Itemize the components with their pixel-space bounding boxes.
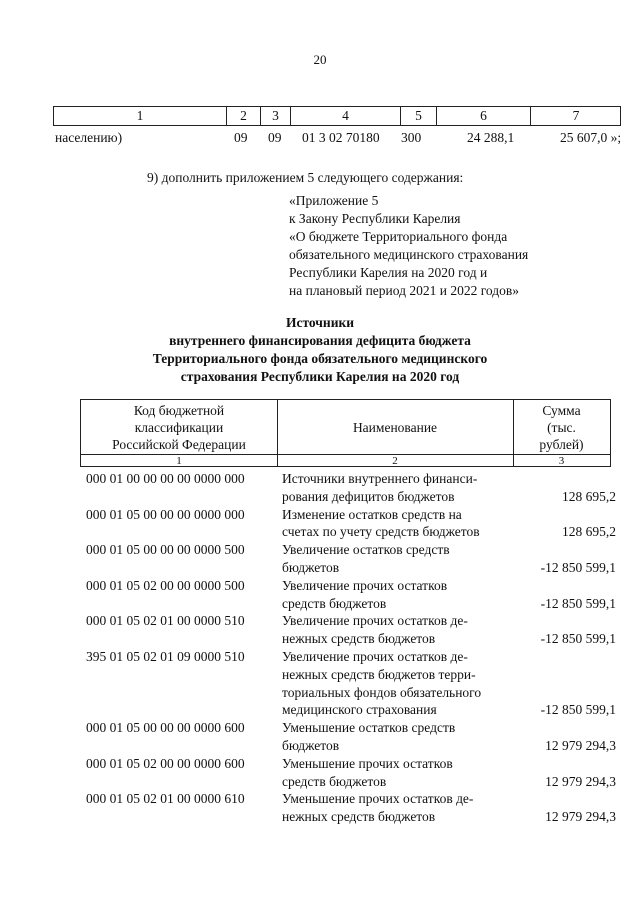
row-name-line: Источники внутреннего финанси- bbox=[282, 471, 478, 486]
row-name-line: Уменьшение прочих остатков де- bbox=[282, 791, 474, 807]
top-col-header: 2 bbox=[226, 107, 260, 125]
col-number: 1 bbox=[81, 454, 277, 467]
budget-code: 000 01 05 00 00 00 0000 600 bbox=[86, 720, 245, 736]
budget-code: 000 01 05 00 00 00 0000 000 bbox=[86, 506, 245, 522]
heading-line: Территориального фонда обязательного медицинского bbox=[152, 351, 488, 366]
row-name-line: нежных средств бюджетов bbox=[282, 631, 436, 647]
top-col-header: 3 bbox=[260, 107, 290, 125]
row-name-line: бюджетов bbox=[282, 559, 340, 575]
row-sum: 128 695,2 bbox=[562, 524, 616, 540]
col-header-sum: Сумма (тыс. рублей) bbox=[539, 402, 584, 452]
row-name-line: Увеличение прочих остатков bbox=[282, 577, 448, 593]
row-name-line: бюджетов bbox=[282, 737, 340, 753]
budget-code: 000 01 05 02 01 00 0000 610 bbox=[86, 791, 245, 807]
budget-code: 395 01 05 02 01 09 0000 510 bbox=[86, 648, 245, 664]
budget-code: 000 01 00 00 00 00 0000 000 bbox=[86, 471, 245, 486]
sources-table-header bbox=[80, 399, 611, 467]
top-row-value: 300 bbox=[401, 130, 422, 145]
top-col-header: 5 bbox=[400, 107, 436, 125]
document-heading bbox=[0, 314, 640, 386]
row-name-line: медицинского страхования bbox=[282, 702, 437, 718]
row-sum: -12 850 599,1 bbox=[540, 595, 616, 611]
row-name bbox=[282, 541, 508, 577]
top-row-value: 01 3 02 70180 bbox=[302, 130, 380, 145]
row-name bbox=[282, 577, 508, 613]
appendix-line: «О бюджете Территориального фонда bbox=[289, 229, 508, 244]
row-name bbox=[282, 719, 508, 755]
table-row bbox=[86, 755, 616, 791]
top-table-header bbox=[53, 106, 621, 126]
row-name-line: Увеличение остатков средств bbox=[282, 542, 450, 558]
row-sum: 12 979 294,3 bbox=[545, 737, 616, 753]
heading-line: Источники bbox=[285, 315, 355, 330]
appendix-line: к Закону Республики Карелия bbox=[289, 211, 461, 226]
row-name bbox=[282, 648, 508, 719]
top-col-header: 4 bbox=[290, 107, 400, 125]
row-name-line: средств бюджетов bbox=[282, 595, 387, 611]
budget-code: 000 01 05 00 00 00 0000 500 bbox=[86, 542, 245, 558]
top-row-value: 09 bbox=[268, 130, 282, 145]
heading-line: внутреннего финансирования дефицита бюджета bbox=[169, 333, 471, 348]
row-name bbox=[282, 506, 508, 542]
col-number: 2 bbox=[277, 454, 513, 467]
sources-table-body bbox=[86, 470, 616, 826]
page-number: 20 bbox=[313, 52, 327, 67]
row-name-line: Увеличение прочих остатков де- bbox=[282, 613, 468, 629]
top-col-header: 1 bbox=[136, 108, 144, 123]
row-name bbox=[282, 612, 508, 648]
top-row-value: 25 607,0 »; bbox=[560, 130, 622, 145]
column-divider bbox=[277, 400, 278, 466]
row-name-line: Увеличение прочих остатков де- bbox=[282, 648, 468, 664]
row-name-line: средств бюджетов bbox=[282, 773, 387, 789]
row-name bbox=[282, 755, 508, 791]
table-row bbox=[86, 470, 616, 506]
amendment-paragraph: 9) дополнить приложением 5 следующего содержания: bbox=[147, 170, 464, 185]
appendix-line: Республики Карелия на 2020 год и bbox=[289, 265, 488, 280]
top-row-value: 09 bbox=[234, 130, 248, 145]
top-col-header: 7 bbox=[530, 107, 621, 125]
row-sum: 12 979 294,3 bbox=[545, 773, 616, 789]
row-name-line: Изменение остатков средств на bbox=[282, 506, 462, 522]
heading-line: страхования Республики Карелия на 2020 год bbox=[180, 369, 460, 384]
row-sum: 12 979 294,3 bbox=[545, 809, 616, 825]
top-row-name: населению) bbox=[55, 130, 123, 145]
budget-code: 000 01 05 02 00 00 0000 600 bbox=[86, 755, 245, 771]
table-row bbox=[86, 541, 616, 577]
top-row-value: 24 288,1 bbox=[467, 130, 515, 145]
row-name-line: рования дефицитов бюджетов bbox=[282, 488, 455, 504]
row-sum: -12 850 599,1 bbox=[540, 559, 616, 575]
row-sum: -12 850 599,1 bbox=[540, 702, 616, 718]
row-name-line: счетах по учету средств бюджетов bbox=[282, 524, 480, 540]
col-header-code: Код бюджетной классификации Российской Федерации bbox=[112, 402, 246, 452]
row-name-line: нежных средств бюджетов bbox=[282, 809, 436, 825]
appendix-line: «Приложение 5 bbox=[289, 193, 379, 208]
col-header-name: Наименование bbox=[352, 419, 438, 435]
row-sum: -12 850 599,1 bbox=[540, 631, 616, 647]
table-row bbox=[86, 790, 616, 826]
table-row bbox=[86, 577, 616, 613]
row-sum: 128 695,2 bbox=[562, 488, 616, 504]
row-name bbox=[282, 790, 508, 826]
row-name-line: нежных средств бюджетов терри- bbox=[282, 666, 476, 682]
col-number: 3 bbox=[513, 454, 610, 467]
table-row bbox=[86, 612, 616, 648]
row-name-line: Уменьшение прочих остатков bbox=[282, 755, 453, 771]
budget-code: 000 01 05 02 01 00 0000 510 bbox=[86, 613, 245, 629]
budget-code: 000 01 05 02 00 00 0000 500 bbox=[86, 577, 245, 593]
table-row bbox=[86, 719, 616, 755]
row-name bbox=[282, 470, 508, 506]
appendix-line: на плановый период 2021 и 2022 годов» bbox=[289, 283, 520, 298]
appendix-line: обязательного медицинского страхования bbox=[289, 247, 529, 262]
table-row bbox=[86, 506, 616, 542]
table-row bbox=[86, 648, 616, 719]
column-divider bbox=[513, 400, 514, 466]
top-col-header: 6 bbox=[436, 107, 530, 125]
row-name-line: ториальных фондов обязательного bbox=[282, 684, 482, 700]
row-name-line: Уменьшение остатков средств bbox=[282, 720, 456, 736]
